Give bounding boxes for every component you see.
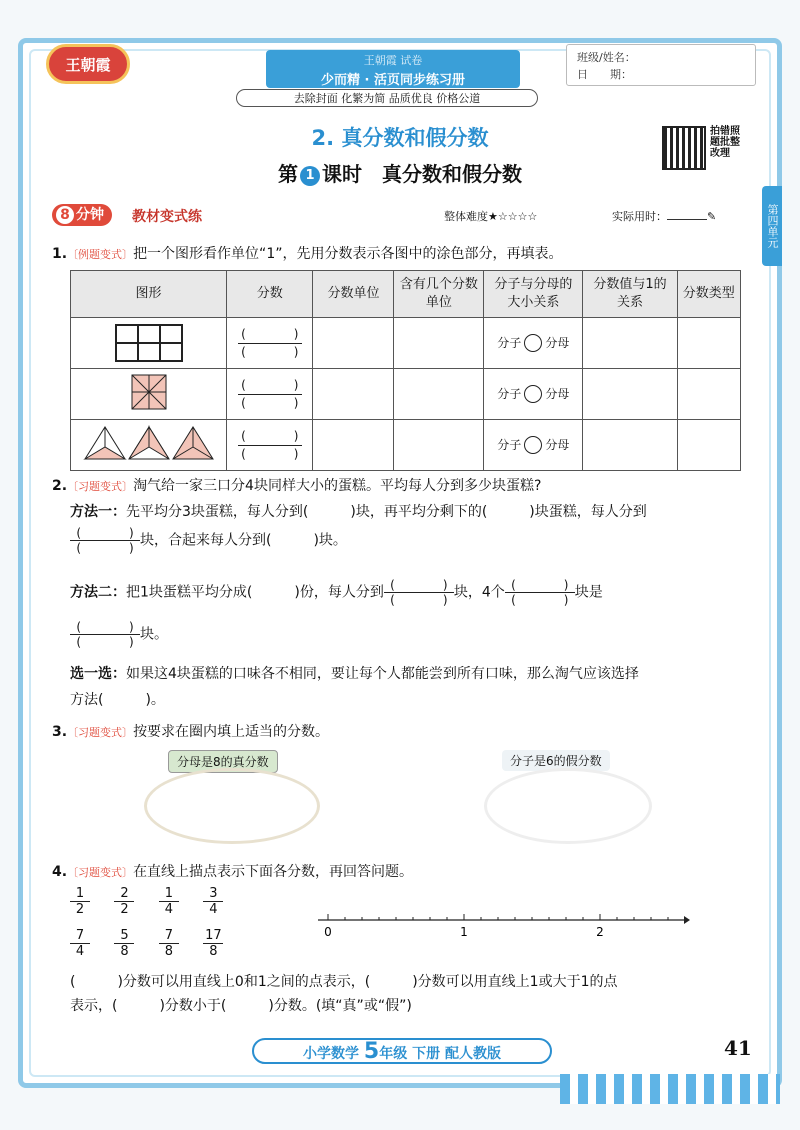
q2-text: 淘气给一家三口分4块同样大小的蛋糕。平均每人分到多少块蛋糕? [133, 478, 542, 494]
q2-m2-text-c: 块是 [574, 584, 603, 601]
q2-number: 2. [52, 478, 68, 494]
shape-cell [71, 420, 227, 471]
header-count: 含有几个分数单位 [394, 271, 484, 318]
question-4 [52, 862, 413, 883]
bottom-stripes [560, 1074, 780, 1104]
compare-circle[interactable] [524, 436, 542, 454]
footer-grade: 年级 [379, 1046, 408, 1062]
lesson-number: 1 [300, 166, 320, 186]
fraction: $\frac{5}{8}$ [114, 928, 134, 959]
q4-answer-b: 表示，( )分数小于( )分数。(填“真”或“假”) [70, 998, 412, 1014]
fraction: $\frac{7}{8}$ [159, 928, 179, 959]
q2-method-2-cont [70, 620, 750, 649]
table-row [71, 318, 741, 369]
unit-cell[interactable] [313, 369, 394, 420]
type-cell[interactable] [677, 318, 740, 369]
q4-text: 在直线上描点表示下面各分数，再回答问题。 [133, 864, 414, 880]
q2-choose-text-b: 方法( )。 [70, 692, 165, 708]
shape-cell [71, 318, 227, 369]
q2-m1-fraction-blank[interactable]: $\frac{( )}{( )}$ [70, 526, 140, 555]
q2-m1-text-b: 块，合起来每人分到( )块。 [140, 532, 347, 549]
header-type: 分数类型 [677, 271, 740, 318]
q2-choose [70, 664, 750, 684]
name-date-box [566, 44, 756, 86]
q2-m2-fraction-blank-3[interactable]: $\frac{( )}{( )}$ [70, 620, 140, 649]
brand-logo: 王朝霞 [46, 44, 130, 84]
brand-subtitle: 少而精 · 活页同步练习册 [321, 73, 465, 88]
question-1 [52, 244, 562, 265]
footer-subject: 小学数学 [303, 1046, 360, 1062]
value-cell[interactable] [583, 369, 677, 420]
q2-m2-text-a: 把1块蛋糕平均分成( )份，每人分到 [126, 584, 384, 601]
table-row [71, 369, 741, 420]
header-compare: 分子与分母的大小关系 [484, 271, 583, 318]
q1-tag: 〔例题变式〕 [67, 248, 134, 261]
q2-m2-fraction-blank-1[interactable]: $\frac{( )}{( )}$ [384, 578, 454, 607]
q4-number: 4. [52, 864, 68, 880]
footer-grade-num: 5 [363, 1039, 380, 1064]
q2-m2-fraction-blank-2[interactable]: $\frac{( )}{( )}$ [505, 578, 575, 607]
unit-side-tab: 第四单元 [762, 186, 782, 266]
q3-ellipse-proper[interactable] [144, 768, 320, 844]
unit-cell[interactable] [313, 318, 394, 369]
q2-m2-label: 方法二： [70, 584, 126, 601]
unit-cell[interactable] [313, 420, 394, 471]
q4-tag: 〔习题变式〕 [67, 866, 134, 879]
fraction-cell[interactable]: $\frac{( )}{( )}$ [227, 369, 313, 420]
minute-badge [52, 204, 112, 226]
qr-code-icon [662, 126, 706, 170]
brand-banner [266, 50, 520, 88]
value-cell[interactable] [583, 318, 677, 369]
shape-cell [71, 369, 227, 420]
pencil-icon: ✎ [707, 210, 717, 223]
header-unit: 分数单位 [313, 271, 394, 318]
header-fraction: 分数 [227, 271, 313, 318]
fraction: $\frac{2}{2}$ [114, 886, 134, 917]
number-line[interactable] [318, 912, 690, 942]
section-title: 2. 真分数和假分数 [311, 126, 489, 150]
page-number: 41 [724, 1036, 752, 1060]
q3-number: 3. [52, 724, 68, 740]
actual-time: 实际用时： ✎ [612, 210, 717, 223]
q1-number: 1. [52, 246, 68, 262]
type-cell[interactable] [677, 420, 740, 471]
q3-label-proper: 分母是8的真分数 [168, 750, 278, 773]
q2-method-1-cont [70, 526, 750, 555]
count-cell[interactable] [394, 369, 484, 420]
q2-choose-text-a: 如果这4块蛋糕的口味各不相同，要让每个人都能尝到所有口味，那么淘气应该选择 [126, 666, 639, 682]
lesson-suffix: 课时 真分数和假分数 [322, 162, 522, 186]
type-cell[interactable] [677, 369, 740, 420]
q3-ellipse-improper[interactable] [484, 768, 652, 844]
q2-choose-label: 选一选： [70, 666, 126, 682]
count-cell[interactable] [394, 318, 484, 369]
q1-table [70, 270, 741, 471]
fraction: $\frac{7}{4}$ [70, 928, 90, 959]
question-2 [52, 476, 541, 497]
table-row [71, 420, 741, 471]
q4-answer-a: ( )分数可以用直线上0和1之间的点表示，( )分数可以用直线上1或大于1的点 [70, 974, 618, 990]
header-shape: 图形 [71, 271, 227, 318]
question-3 [52, 722, 329, 743]
fraction: $\frac{1}{4}$ [159, 886, 179, 917]
value-cell[interactable] [583, 420, 677, 471]
numline-label-0: 0 [324, 925, 332, 939]
slogan: 去除封面 化繁为简 品质优良 价格公道 [236, 89, 538, 107]
footer-banner [252, 1038, 552, 1064]
q3-tag: 〔习题变式〕 [67, 726, 134, 739]
qr-caption: 拍错照题批整改理 [710, 126, 740, 159]
brand-top: 王朝霞 试卷 [363, 54, 423, 67]
triangles-shape [83, 425, 215, 461]
octagon-square-shape [131, 374, 167, 410]
header-value-vs-one: 分数值与1的关系 [583, 271, 677, 318]
q2-method-2 [70, 578, 750, 607]
q4-fractions-row-1 [70, 886, 243, 919]
fraction: $\frac{1}{2}$ [70, 886, 90, 917]
q3-label-improper: 分子是6的假分数 [502, 750, 610, 771]
q1-table-header [71, 271, 741, 318]
q2-choose-cont [70, 690, 750, 710]
minute-unit: 分钟 [76, 207, 104, 223]
compare-circle[interactable] [524, 334, 542, 352]
compare-circle[interactable] [524, 385, 542, 403]
q4-fractions-row-2 [70, 928, 243, 961]
rectangle-grid-shape [115, 324, 183, 362]
compare-cell[interactable]: 分子 分母 [484, 318, 583, 369]
q2-m1-text-a: 先平均分3块蛋糕，每人分到( )块，再平均分剩下的( )块蛋糕，每人分到 [126, 504, 647, 520]
q3-text: 按要求在圈内填上适当的分数。 [133, 724, 330, 740]
minute-label: 教材变式练 [132, 209, 202, 225]
footer-term: 下册 [412, 1046, 441, 1062]
numline-label-2: 2 [596, 925, 604, 939]
fraction: $\frac{3}{4}$ [203, 886, 223, 917]
date-label: 日 期： [577, 68, 632, 81]
minute-number: 8 [56, 206, 74, 224]
q2-m1-label: 方法一： [70, 504, 126, 520]
fraction: $\frac{17}{8}$ [205, 928, 222, 959]
numline-label-1: 1 [460, 925, 468, 939]
actual-time-blank[interactable] [667, 219, 707, 220]
q2-method-1 [70, 502, 750, 522]
fraction-cell[interactable]: $\frac{( )}{( )}$ [227, 420, 313, 471]
q2-m2-text-b: 块，4个 [453, 584, 505, 601]
compare-cell[interactable]: 分子 分母 [484, 420, 583, 471]
minute-bar [52, 204, 742, 226]
class-name-label: 班级/姓名： [577, 51, 636, 64]
difficulty-rating: 整体难度★☆☆☆☆ [444, 210, 538, 223]
lesson-prefix: 第 [278, 162, 298, 186]
q2-m2-text-d: 块。 [140, 626, 168, 643]
compare-cell[interactable]: 分子 分母 [484, 369, 583, 420]
count-cell[interactable] [394, 420, 484, 471]
q1-text: 把一个图形看作单位“1”，先用分数表示各图中的涂色部分，再填表。 [133, 246, 563, 262]
footer-edition: 配人教版 [444, 1046, 501, 1062]
fraction-cell[interactable]: $\frac{( )}{( )}$ [227, 318, 313, 369]
q2-tag: 〔习题变式〕 [67, 480, 134, 493]
